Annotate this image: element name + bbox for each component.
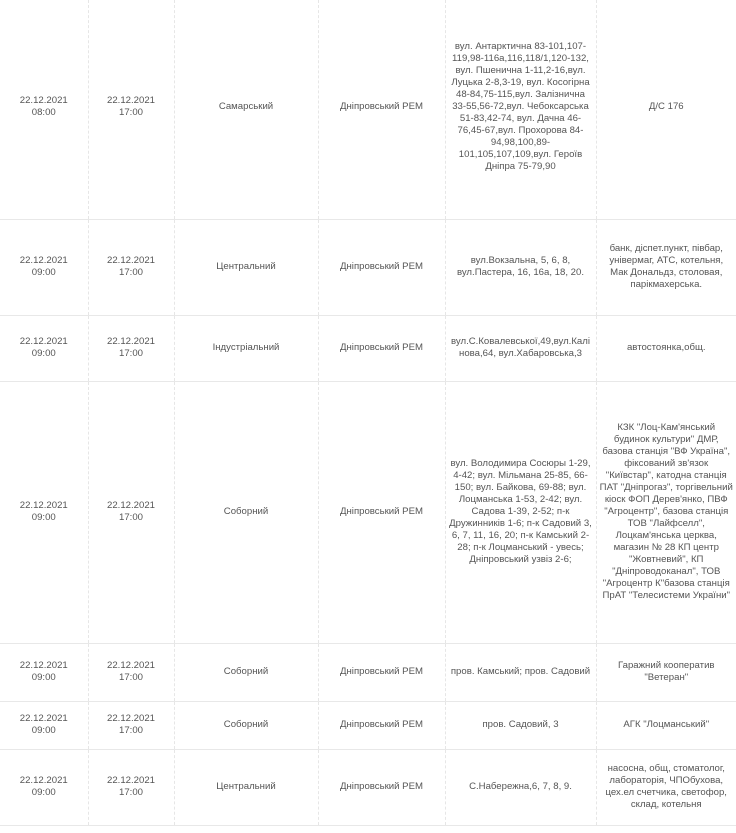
district-cell: Центральний <box>174 749 318 825</box>
end-date: 22.12.2021 <box>106 255 155 266</box>
addresses-cell: пров. Садовий, 3 <box>445 701 596 749</box>
addresses-cell: вул. Володимира Сосюры 1-29, 4-42; вул. Мільмана 25-85, 66-150; вул. Байкова, 69-88; вул. Лоцманська 1-53, 2-42; вул. Садова 1-39, 2-52; п-к Дружинників 1-6; п-к Садовий 3, 6, 7, 11, 16, 20; п-к Камський 2-28; п-к Лоцманський - увесь; Дніпровський узвіз 2-6; <box>445 381 596 643</box>
end-time: 17:00 <box>118 672 143 683</box>
end-time: 17:00 <box>118 106 143 118</box>
objects-cell: Д/С 176 <box>596 0 736 219</box>
district-cell: Соборний <box>174 643 318 701</box>
table-row <box>0 381 736 643</box>
rem-cell: Дніпровський РЕМ <box>318 381 445 643</box>
end-datetime-cell <box>88 643 174 701</box>
objects-cell: насосна, общ, стоматолог, лабораторія, ЧПОбухова, цех.ел счетчика, светофор, склад, котельня <box>596 749 736 825</box>
start-datetime-cell <box>0 643 88 701</box>
end-time: 17:00 <box>118 267 143 278</box>
rem-cell: Дніпровський РЕМ <box>318 701 445 749</box>
district-cell: Соборний <box>174 701 318 749</box>
end-datetime-cell <box>88 381 174 643</box>
start-date: 22.12.2021 <box>19 713 68 724</box>
objects-cell: КЗК "Лоц-Кам'янський будинок культури" ДМР, базова станція "ВФ Україна", фіксований зв'язок "Київстар", катодна станція ПАТ "Дніпрогаз", торгівельний кіоск ФОП Дерев'янко, ПВФ "Агроцентр", базова станція ТОВ "Лайфселл", Лоцкам'янська церква, магазин № 28 КП центр "Жовтневий", КП "Дніпроводоканал", ТОВ "Агроцентр К"базова станція ПрАТ "Телесистеми України" <box>596 381 736 643</box>
addresses-cell: вул.С.Ковалевської,49,вул.Калінова,64, вул.Хабаровська,3 <box>445 315 596 381</box>
rem-cell: Дніпровський РЕМ <box>318 315 445 381</box>
addresses-cell: вул.Вокзальна, 5, 6, 8, вул.Пастера, 16, 16а, 18, 20. <box>445 219 596 315</box>
end-datetime-cell <box>88 0 174 219</box>
addresses-cell: С.Набережна,6, 7, 8, 9. <box>445 749 596 825</box>
start-date: 22.12.2021 <box>19 775 68 786</box>
end-time: 17:00 <box>118 787 143 798</box>
end-date: 22.12.2021 <box>106 713 155 724</box>
rem-cell: Дніпровський РЕМ <box>318 219 445 315</box>
start-datetime-cell <box>0 315 88 381</box>
end-datetime-cell <box>88 701 174 749</box>
end-datetime-cell <box>88 219 174 315</box>
start-time: 09:00 <box>31 787 56 798</box>
start-time: 09:00 <box>31 348 56 359</box>
district-cell: Індустріальний <box>174 315 318 381</box>
start-date: 22.12.2021 <box>19 660 68 671</box>
start-datetime-cell <box>0 749 88 825</box>
end-date: 22.12.2021 <box>106 500 155 511</box>
objects-cell: АГК "Лоцманський" <box>596 701 736 749</box>
district-cell: Соборний <box>174 381 318 643</box>
rem-cell: Дніпровський РЕМ <box>318 0 445 219</box>
start-datetime-cell <box>0 381 88 643</box>
start-date: 22.12.2021 <box>19 336 68 347</box>
end-time: 17:00 <box>118 348 143 359</box>
addresses-cell: пров. Камський; пров. Садовий <box>445 643 596 701</box>
end-date: 22.12.2021 <box>106 94 155 106</box>
start-time: 09:00 <box>31 267 56 278</box>
objects-cell: банк, діспет.пункт, півбар, універмаг, АТС, котельня, Мак Дональдз, столовая, парікмахерська. <box>596 219 736 315</box>
end-datetime-cell <box>88 749 174 825</box>
start-time: 09:00 <box>31 672 56 683</box>
start-time: 09:00 <box>31 725 56 736</box>
start-date: 22.12.2021 <box>19 500 68 511</box>
start-datetime-cell <box>0 0 88 219</box>
addresses-cell: вул. Антарктична 83-101,107-119,98-116а,116,118/1,120-132, вул. Пшенична 1-11,2-16,вул. Луцька 2-8,3-19, вул. Косогірна 48-84,75-115,вул. Залізнична 33-55,56-72,вул. Чебоксарська 51-83,42-74, вул. Дачна 46-76,45-67,вул. Прохорова 84-94,98,100,89-101,105,107,109,вул. Героїв Дніпра 75-79,90 <box>445 0 596 219</box>
objects-cell: автостоянка,общ. <box>596 315 736 381</box>
table-row <box>0 0 736 219</box>
start-time: 08:00 <box>31 106 56 118</box>
end-time: 17:00 <box>118 512 143 523</box>
end-date: 22.12.2021 <box>106 775 155 786</box>
start-date: 22.12.2021 <box>19 94 68 106</box>
rem-cell: Дніпровський РЕМ <box>318 643 445 701</box>
table-row <box>0 643 736 701</box>
end-time: 17:00 <box>118 725 143 736</box>
start-datetime-cell <box>0 219 88 315</box>
end-datetime-cell <box>88 315 174 381</box>
district-cell: Самарський <box>174 0 318 219</box>
rem-cell: Дніпровський РЕМ <box>318 749 445 825</box>
start-date: 22.12.2021 <box>19 255 68 266</box>
table-row <box>0 701 736 749</box>
table-row <box>0 315 736 381</box>
start-time: 09:00 <box>31 512 56 523</box>
district-cell: Центральний <box>174 219 318 315</box>
table-row <box>0 749 736 825</box>
start-datetime-cell <box>0 701 88 749</box>
end-date: 22.12.2021 <box>106 336 155 347</box>
table-row <box>0 219 736 315</box>
end-date: 22.12.2021 <box>106 660 155 671</box>
objects-cell: Гаражний кооператив "Ветеран" <box>596 643 736 701</box>
